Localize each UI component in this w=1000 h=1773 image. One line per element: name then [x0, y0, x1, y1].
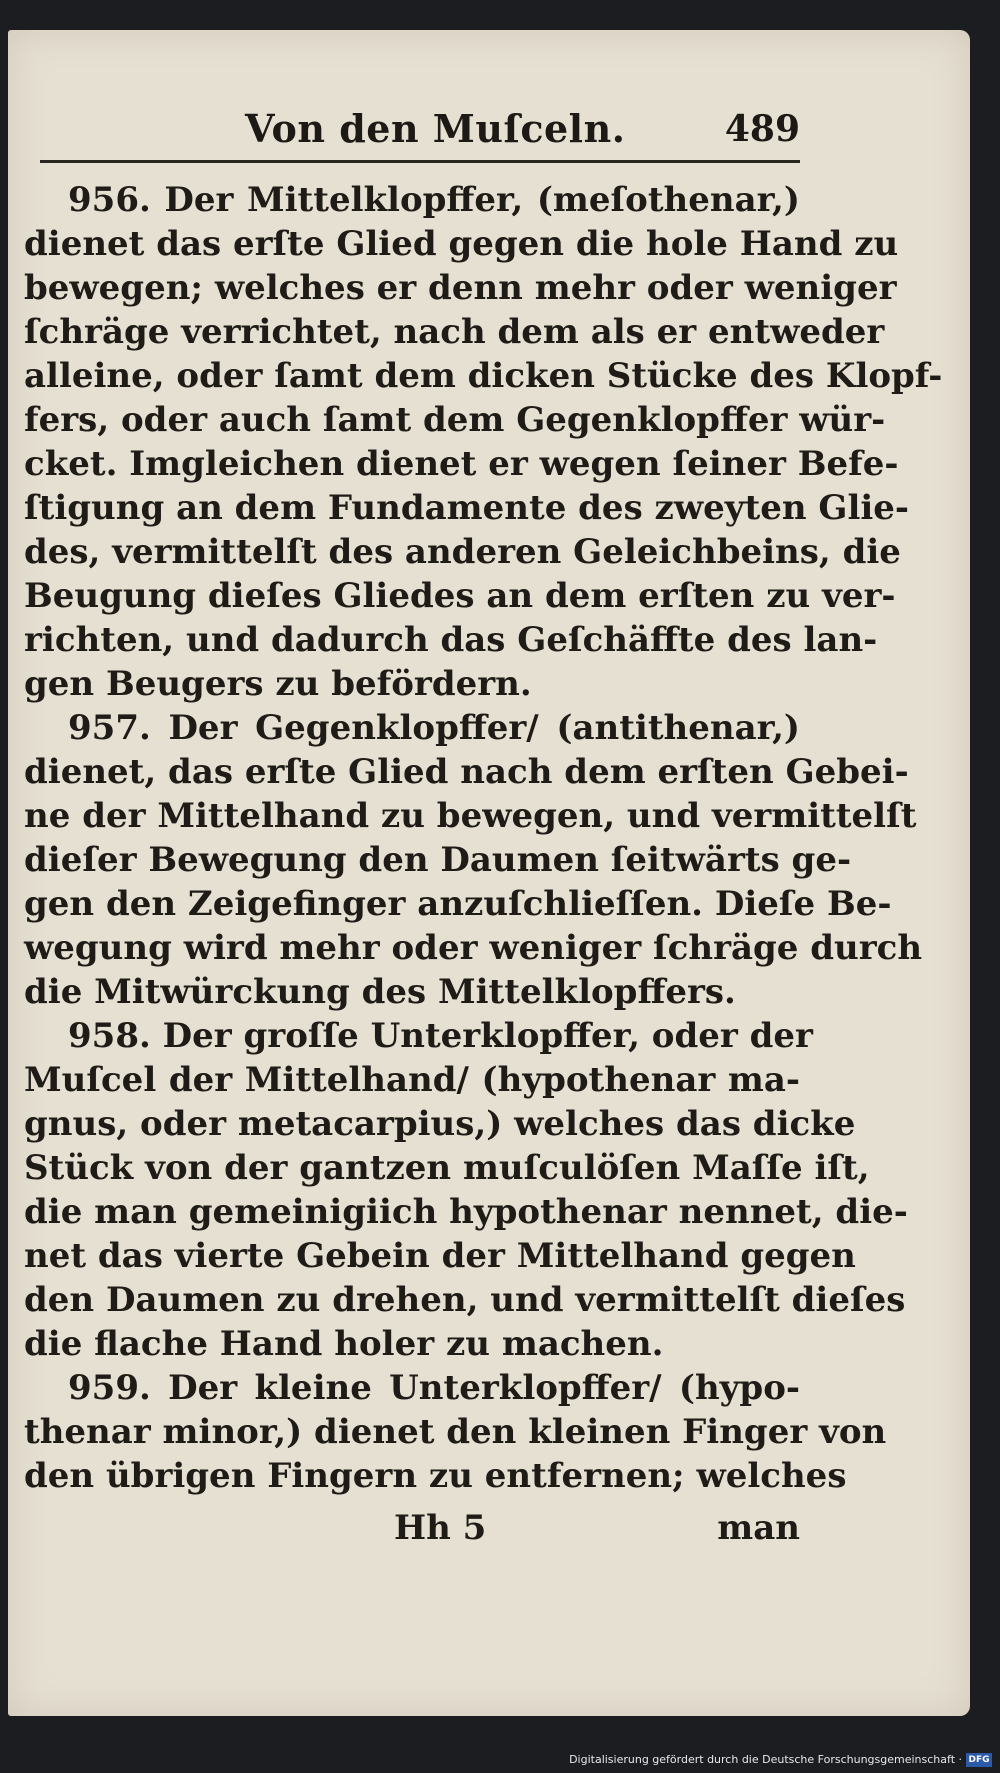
- text-line: gen den Zeigefinger anzuſchlieſſen. Dieſe Be-: [24, 884, 892, 924]
- text-line: dienet, das erſte Glied nach dem erſten Gebei-: [24, 752, 909, 792]
- text-line: cket. Imgleichen dienet er wegen ſeiner Befe-: [24, 444, 899, 484]
- catchword: man: [717, 1508, 800, 1548]
- text-line: Stück von der gantzen muſculöſen Maſſe iſt,: [24, 1148, 870, 1188]
- text-line: alleine, oder ſamt dem dicken Stücke des Klopf-: [24, 356, 943, 396]
- body-text: [24, 178, 943, 1498]
- text-line: den Daumen zu drehen, und vermittelſt dieſes: [24, 1280, 906, 1320]
- text-line: fers, oder auch ſamt dem Gegenklopffer wür-: [24, 400, 886, 440]
- text-line: wegung wird mehr oder weniger ſchräge durch: [24, 928, 923, 968]
- dfg-logo: DFG: [966, 1753, 992, 1767]
- text-line: gen Beugers zu befördern.: [24, 664, 532, 704]
- text-line: Muſcel der Mittelhand/ (hypothenar ma-: [24, 1060, 800, 1100]
- footer-bar: [0, 1743, 1000, 1773]
- text-line: ſchräge verrichtet, nach dem als er entweder: [24, 312, 885, 352]
- text-line: ſtigung an dem Fundamente des zweyten Glie-: [24, 488, 910, 528]
- text-line: Beugung dieſes Gliedes an dem erſten zu ver-: [24, 576, 896, 616]
- running-title: Von den Muſceln.: [245, 106, 626, 151]
- text-line: ne der Mittelhand zu bewegen, und vermittelſt: [24, 796, 917, 836]
- page-number: 489: [724, 108, 800, 150]
- text-line: 956. Der Mittelklopffer, (meſothenar,): [68, 180, 800, 220]
- digitization-credit: Digitalisierung gefördert durch die Deutsche Forschungsgemeinschaft ·: [569, 1753, 962, 1766]
- text-line: die flache Hand holer zu machen.: [24, 1324, 664, 1364]
- text-line: thenar minor,) dienet den kleinen Finger von: [24, 1412, 887, 1452]
- catchword-row: [24, 1508, 800, 1554]
- page-header: [40, 92, 800, 152]
- text-line: net das vierte Gebein der Mittelhand gegen: [24, 1236, 856, 1276]
- text-line: 959. Der kleine Unterklopffer/ (hypo-: [68, 1368, 800, 1408]
- header-rule: [40, 160, 800, 163]
- text-line: richten, und dadurch das Geſchäffte des lan-: [24, 620, 878, 660]
- text-line: die Mitwürckung des Mittelklopffers.: [24, 972, 736, 1012]
- text-line: dienet das erſte Glied gegen die hole Hand zu: [24, 224, 899, 264]
- text-line: 958. Der groſſe Unterklopffer, oder der: [68, 1016, 813, 1056]
- text-line: 957. Der Gegenklopffer/ (antithenar,): [68, 708, 800, 748]
- text-line: dieſer Bewegung den Daumen ſeitwärts ge-: [24, 840, 852, 880]
- text-line: den übrigen Fingern zu entfernen; welches: [24, 1456, 847, 1496]
- text-line: des, vermittelſt des anderen Geleichbeins, die: [24, 532, 901, 572]
- text-line: gnus, oder metacarpius,) welches das dicke: [24, 1104, 856, 1144]
- text-line: die man gemeinigiich hypothenar nennet, die-: [24, 1192, 908, 1232]
- text-line: bewegen; welches er denn mehr oder weniger: [24, 268, 897, 308]
- signature-mark: Hh 5: [394, 1508, 487, 1548]
